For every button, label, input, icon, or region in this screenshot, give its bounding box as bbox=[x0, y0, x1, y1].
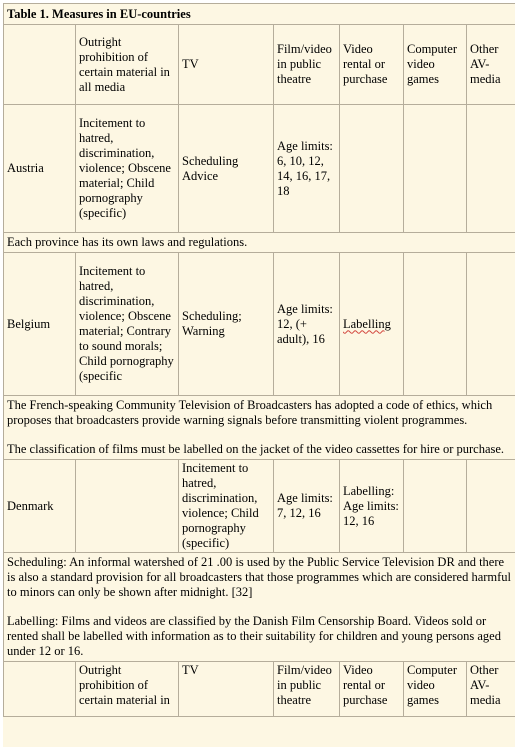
note-row bbox=[4, 396, 516, 460]
note-row bbox=[4, 233, 516, 253]
table-cell: Incitement to hatred, discrimination, violence; Child pornography (specific) bbox=[179, 460, 274, 553]
table-cell: Scheduling; Warning bbox=[179, 253, 274, 396]
header-cell: Film/video in public theatre bbox=[274, 662, 340, 717]
header-cell: Outright prohibition of certain material in all media bbox=[76, 25, 179, 105]
header-cell: Outright prohibition of certain material in bbox=[76, 662, 179, 717]
table-cell bbox=[340, 105, 404, 233]
measures-table bbox=[3, 3, 515, 717]
header-cell bbox=[4, 25, 76, 105]
note-paragraph: The French-speaking Community Television of Broadcasters has adopted a code of ethics, which proposes that broadcasters provide warning signals before transmitting violent programmes. bbox=[7, 398, 493, 427]
header-cell: TV bbox=[179, 662, 274, 717]
note-cell bbox=[4, 396, 516, 460]
note-paragraph: The classification of films must be labelled on the jacket of the video cassettes for hire or purchase. bbox=[7, 442, 505, 456]
table-cell bbox=[404, 253, 467, 396]
table-cell bbox=[340, 253, 404, 396]
table-cell: Age limits: 7, 12, 16 bbox=[274, 460, 340, 553]
country-cell: Belgium bbox=[4, 253, 76, 396]
table-row bbox=[4, 460, 516, 553]
table-cell bbox=[76, 460, 179, 553]
country-cell: Denmark bbox=[4, 460, 76, 553]
header-cell: Video rental or purchase bbox=[340, 25, 404, 105]
note-cell: Each province has its own laws and regulations. bbox=[4, 233, 516, 253]
document-frame bbox=[3, 3, 515, 747]
table-cell: Labelling: Age limits: 12, 16 bbox=[340, 460, 404, 553]
header-cell: Video rental or purchase bbox=[340, 662, 404, 717]
note-paragraph: Labelling: Films and videos are classified by the Danish Film Censorship Board. Videos sold or rented shall be labelled with information as to their suitability for children and young persons aged under 12 or 16. bbox=[7, 614, 501, 658]
table-title: Table 1. Measures in EU-countries bbox=[4, 4, 516, 25]
table-cell bbox=[467, 105, 516, 233]
header-cell: Other AV-media bbox=[467, 25, 516, 105]
note-cell bbox=[4, 553, 516, 662]
note-paragraph: Scheduling: An informal watershed of 21 .00 is used by the Public Service Television DR and there is also a standard provision for all broadcasters that those programmes which are considered harmful to minors can only be shown after midnight. [32] bbox=[7, 555, 512, 599]
table-cell bbox=[467, 253, 516, 396]
table-cell: Incitement to hatred, discrimination, violence; Obscene material; Child pornography (specific) bbox=[76, 105, 179, 233]
table-cell bbox=[404, 460, 467, 553]
header-cell: Film/video in public theatre bbox=[274, 25, 340, 105]
header-cell: TV bbox=[179, 25, 274, 105]
title-row bbox=[4, 4, 516, 25]
header-cell bbox=[4, 662, 76, 717]
header-row bbox=[4, 25, 516, 105]
table-cell bbox=[467, 460, 516, 553]
table-row bbox=[4, 253, 516, 396]
country-cell: Austria bbox=[4, 105, 76, 233]
header-cell: Computer video games bbox=[404, 662, 467, 717]
header-cell: Computer video games bbox=[404, 25, 467, 105]
table-cell bbox=[404, 105, 467, 233]
note-row bbox=[4, 553, 516, 662]
table-cell: Age limits: 6, 10, 12, 14, 16, 17, 18 bbox=[274, 105, 340, 233]
table-cell-text: Labelling bbox=[343, 316, 391, 331]
header-row-repeat bbox=[4, 662, 516, 717]
table-cell: Incitement to hatred, discrimination, violence; Obscene material; Contrary to sound morals; Child pornography (specific bbox=[76, 253, 179, 396]
table-row bbox=[4, 105, 516, 233]
table-cell: Age limits: 12, (+ adult), 16 bbox=[274, 253, 340, 396]
table-cell: Scheduling Advice bbox=[179, 105, 274, 233]
header-cell: Other AV-media bbox=[467, 662, 516, 717]
